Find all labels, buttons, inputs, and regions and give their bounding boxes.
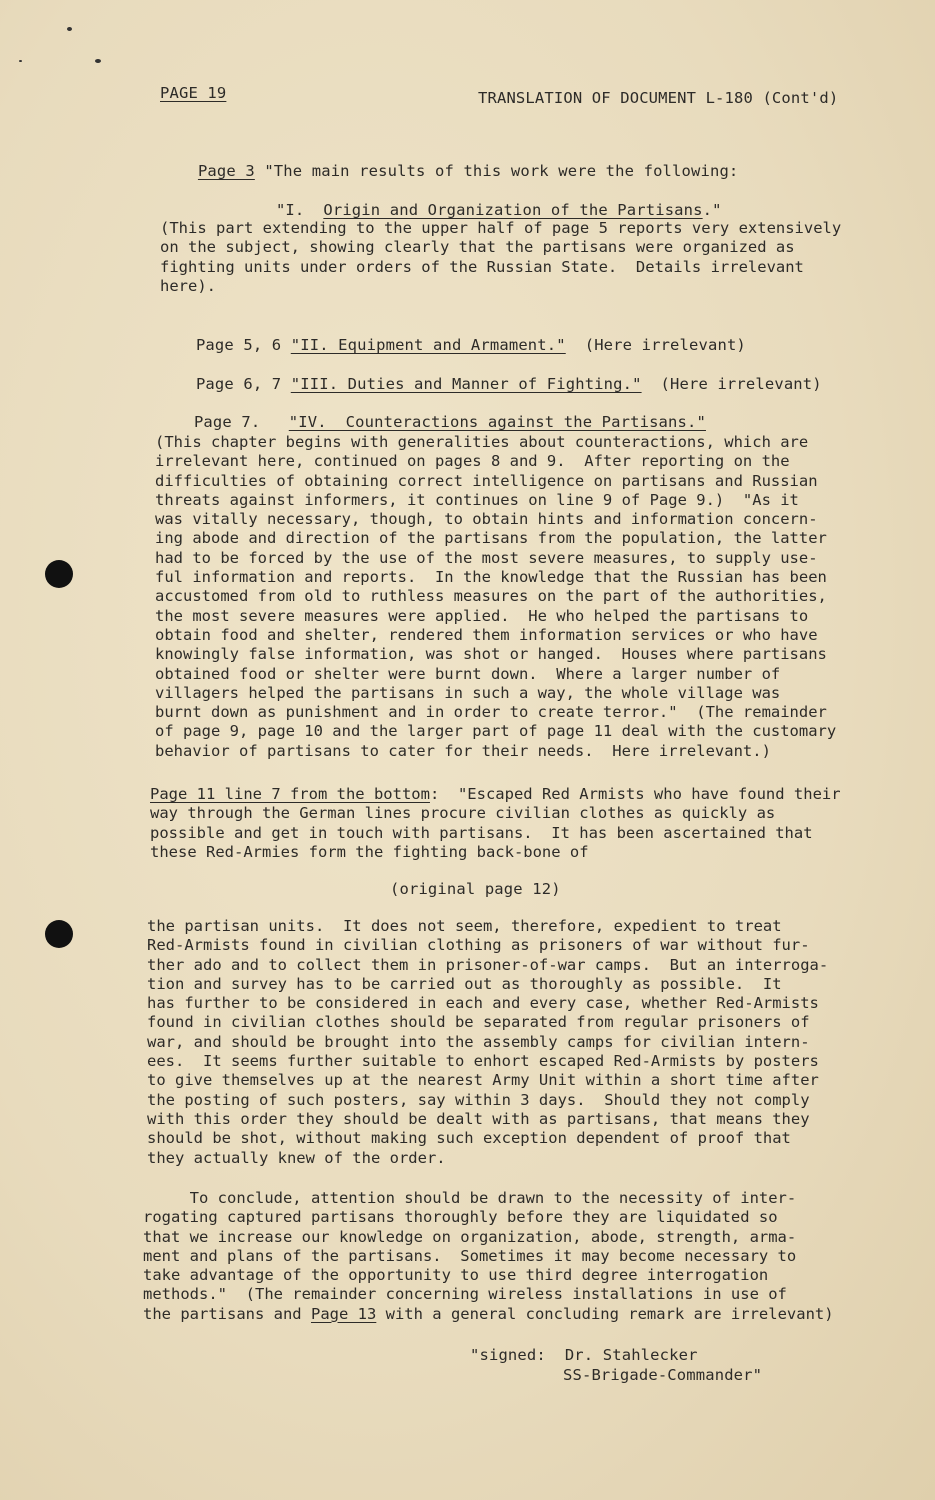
text-line: should be shot, without making such exception dependent of proof that (147, 1129, 791, 1148)
page11-ref: Page 11 line 7 from the bottom (150, 785, 430, 803)
text-line: (This chapter begins with generalities about counteractions, which are (155, 433, 809, 451)
text-line: To conclude, attention should be drawn to the necessity of inter- (143, 1189, 797, 1207)
paragraph-part-one (160, 219, 841, 296)
text-line: of page 9, page 10 and the larger part of page 11 deal with the customary (155, 722, 837, 741)
text-line: on the subject, showing clearly that the partisans were organized as (160, 238, 795, 257)
text-line: has further to be considered in each and every case, whether Red-Armists (147, 994, 819, 1013)
item-two-title: "II. Equipment and Armament." (290, 336, 566, 355)
text-line: behavior of partisans to cater for their needs. Here irrelevant.) (155, 741, 771, 760)
item-three-ref: Page 6, 7 (195, 375, 291, 394)
speck-mark (67, 27, 72, 31)
signature-line: "signed: Dr. Stahlecker (470, 1346, 698, 1364)
text-line: with this order they should be dealt with as partisans, that means they (147, 1109, 810, 1128)
text-line: knowingly false information, was shot or hanged. Houses where partisans (155, 645, 827, 664)
paragraph-counteractions (155, 433, 836, 761)
paragraph-red-armists (147, 917, 828, 1168)
punch-hole-bottom (45, 920, 73, 948)
page11-first-rest: : "Escaped Red Armists who have found their (429, 785, 841, 803)
text-line: they actually knew of the order. (147, 1148, 446, 1167)
text-line: way through the German lines procure civilian clothes as quickly as (150, 804, 776, 823)
text-line: ing abode and direction of the partisans from the population, the latter (155, 529, 827, 548)
speck-mark (95, 59, 101, 63)
section-one-suffix: ." (702, 201, 722, 220)
text-line: accustomed from old to ruthless measures on the part of the authorities, (155, 587, 827, 606)
text-line: tion and survey has to be carried out as thoroughly as possible. It (147, 974, 782, 993)
text-line: obtained food or shelter were burnt down. Where a larger number of (155, 664, 781, 683)
text-line: the partisan units. It does not seem, therefore, expedient to treat (147, 917, 782, 935)
item-four-ref: Page 7. (193, 413, 289, 432)
text-line (143, 1305, 834, 1324)
text-line: ful information and reports. In the knowledge that the Russian has been (155, 568, 827, 587)
item-four-title: "IV. Counteractions against the Partisans." (288, 413, 706, 432)
signature-title: SS-Brigade-Commander" (563, 1366, 763, 1384)
text-line: ment and plans of the partisans. Sometimes it may become necessary to (143, 1246, 797, 1265)
text-line: possible and get in touch with partisans. It has been ascertained that (150, 823, 813, 842)
text-line: the posting of such posters, say within 3 days. Should they not comply (147, 1090, 810, 1109)
text-line: methods." (The remainder concerning wireless installations in use of (143, 1285, 787, 1304)
item-three-title: "III. Duties and Manner of Fighting." (290, 375, 642, 394)
text-line: fighting units under orders of the Russian State. Details irrelevant (160, 257, 804, 276)
text-line: irrelevant here, continued on pages 8 and 9. After reporting on the (155, 452, 790, 471)
text-line: that we increase our knowledge on organization, abode, strength, arma- (143, 1227, 797, 1246)
item-three-note: (Here irrelevant) (641, 375, 822, 394)
text-line: obtain food and shelter, rendered them information services or who have (155, 625, 818, 644)
paragraph-conclusion (143, 1189, 834, 1324)
text-line: to give themselves up at the nearest Army Unit within a short time after (147, 1071, 819, 1090)
text-line: Red-Armists found in civilian clothing as prisoners of war without fur- (147, 936, 810, 955)
page-number: PAGE 19 (160, 84, 227, 102)
page3-ref: Page 3 (197, 162, 255, 181)
document-title: TRANSLATION OF DOCUMENT L-180 (Cont'd) (478, 89, 839, 107)
text-line: burnt down as punishment and in order to create terror." (The remainder (155, 703, 827, 722)
text-line: had to be forced by the use of the most severe measures, to supply use- (155, 548, 818, 567)
text-line: was vitally necessary, though, to obtain hints and information concern- (155, 510, 818, 529)
section-one-prefix: "I. (275, 201, 324, 220)
item-two-note: (Here irrelevant) (565, 336, 746, 355)
text-line: ees. It seems further suitable to enhort escaped Red-Armists by posters (147, 1052, 819, 1071)
text-line: difficulties of obtaining correct intelligence on partisans and Russian (155, 471, 818, 490)
paragraph-page-eleven (150, 785, 841, 862)
speck-mark (19, 60, 22, 62)
original-page-marker: (original page 12) (390, 880, 561, 898)
page3-text: "The main results of this work were the following: (254, 162, 739, 181)
text-line: rogating captured partisans thoroughly before they are liquidated so (143, 1208, 778, 1227)
page13-ref: Page 13 (310, 1304, 377, 1323)
text-line: here). (160, 276, 216, 295)
text-line: threats against informers, it continues on line 9 of Page 9.) "As it (155, 490, 799, 509)
text-line: found in civilian clothes should be separated from regular prisoners of (147, 1013, 810, 1032)
text-line: take advantage of the opportunity to use third degree interrogation (143, 1266, 769, 1285)
text-line (150, 785, 841, 804)
item-two-ref: Page 5, 6 (195, 336, 291, 355)
section-one-title: Origin and Organization of the Partisans (323, 201, 703, 220)
conclusion-last-pre: the partisans and (143, 1304, 311, 1323)
conclusion-last-post: with a general concluding remark are irrelevant) (376, 1304, 834, 1323)
text-line: the most severe measures were applied. He who helped the partisans to (155, 606, 809, 625)
punch-hole-top (45, 560, 73, 588)
text-line: villagers helped the partisans in such a way, the whole village was (155, 683, 781, 702)
text-line: these Red-Armies form the fighting back-bone of (150, 842, 589, 861)
text-line: war, and should be brought into the assembly camps for civilian intern- (147, 1032, 810, 1051)
text-line: ther ado and to collect them in prisoner-of-war camps. But an interroga- (147, 955, 829, 974)
text-line: (This part extending to the upper half of page 5 reports very extensively (160, 219, 842, 237)
